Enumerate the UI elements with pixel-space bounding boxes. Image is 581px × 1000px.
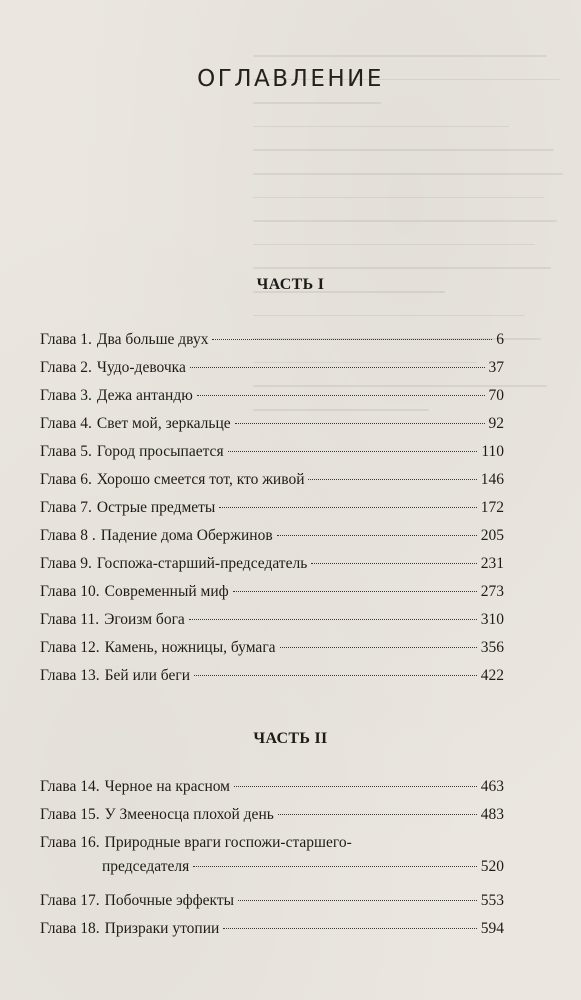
dot-leader	[280, 647, 477, 648]
toc-entry[interactable]	[40, 638, 504, 666]
dot-leader	[197, 395, 485, 396]
chapter-label: Глава 3.	[40, 387, 92, 404]
page-number: 110	[481, 443, 504, 460]
page-number: 310	[480, 611, 504, 628]
toc-entry[interactable]	[40, 582, 504, 610]
chapter-title: Природные враги госпожи-старшего-	[104, 834, 352, 851]
toc-entry[interactable]	[40, 833, 504, 857]
toc-entry[interactable]	[40, 610, 504, 638]
toc-entry[interactable]	[40, 526, 504, 554]
chapter-title: Два больше двух	[96, 331, 209, 348]
chapter-title: Бей или беги	[104, 667, 191, 684]
toc-entry[interactable]	[40, 777, 504, 805]
page-number: 70	[488, 387, 504, 404]
toc-entry[interactable]	[40, 330, 504, 358]
chapter-label: Глава 10.	[40, 583, 100, 600]
page-number: 6	[496, 331, 504, 348]
chapter-label: Глава 14.	[40, 778, 100, 795]
page-number: 520	[480, 858, 504, 875]
chapter-title: Современный миф	[104, 583, 229, 600]
toc-list-part-1	[40, 330, 504, 694]
chapter-label: Глава 11.	[40, 611, 100, 628]
chapter-title: Побочные эффекты	[104, 892, 235, 909]
toc-entry[interactable]	[40, 498, 504, 526]
chapter-label: Глава 13.	[40, 667, 100, 684]
part-heading: ЧАСТЬ I	[256, 276, 325, 293]
toc-entry-continued[interactable]	[40, 857, 504, 891]
chapter-label: Глава 15.	[40, 806, 100, 823]
toc-entry[interactable]	[40, 554, 504, 582]
chapter-title: Призраки утопии	[104, 920, 220, 937]
chapter-title: Падение дома Обержинов	[100, 527, 273, 544]
chapter-title-continued: председателя	[102, 858, 190, 875]
dot-leader	[277, 535, 477, 536]
page-number: 422	[480, 667, 504, 684]
chapter-label: Глава 16.	[40, 834, 100, 851]
dot-leader	[278, 814, 477, 815]
chapter-label: Глава 17.	[40, 892, 100, 909]
dot-leader	[308, 479, 476, 480]
chapter-title: Хорошо смеется тот, кто живой	[96, 471, 305, 488]
page-number: 231	[480, 555, 504, 572]
dot-leader	[190, 367, 485, 368]
chapter-title: Эгоизм бога	[104, 611, 185, 628]
toc-entry[interactable]	[40, 414, 504, 442]
page-number: 356	[480, 639, 504, 656]
page-number: 463	[480, 778, 504, 795]
toc-entry[interactable]	[40, 805, 504, 833]
toc-entry[interactable]	[40, 358, 504, 386]
chapter-title: Черное на красном	[104, 778, 230, 795]
chapter-label: Глава 12.	[40, 639, 100, 656]
toc-entry[interactable]	[40, 919, 504, 947]
toc-list-part-2	[40, 777, 504, 947]
chapter-label: Глава 1.	[40, 331, 92, 348]
toc-entry[interactable]	[40, 386, 504, 414]
page-number: 37	[488, 359, 504, 376]
page-number: 594	[480, 920, 504, 937]
dot-leader	[234, 786, 477, 787]
chapter-title: Камень, ножницы, бумага	[104, 639, 276, 656]
chapter-label: Глава 7.	[40, 499, 92, 516]
dot-leader	[193, 866, 477, 867]
dot-leader	[311, 563, 476, 564]
page-number: 172	[480, 499, 504, 516]
toc-entry[interactable]	[40, 442, 504, 470]
chapter-label: Глава 9.	[40, 555, 92, 572]
chapter-label: Глава 6.	[40, 471, 92, 488]
dot-leader	[235, 423, 485, 424]
dot-leader	[219, 507, 476, 508]
chapter-title: Дежа антандю	[96, 387, 193, 404]
dot-leader	[233, 591, 477, 592]
toc-entry[interactable]	[40, 666, 504, 694]
page-number: 205	[480, 527, 504, 544]
dot-leader	[212, 339, 492, 340]
dot-leader	[189, 619, 477, 620]
chapter-label: Глава 2.	[40, 359, 92, 376]
dot-leader	[228, 451, 478, 452]
chapter-label: Глава 8 .	[40, 527, 96, 544]
page-number: 553	[480, 892, 504, 909]
page-number: 483	[480, 806, 504, 823]
chapter-label: Глава 18.	[40, 920, 100, 937]
dot-leader	[223, 928, 476, 929]
chapter-title: Острые предметы	[96, 499, 216, 516]
page-number: 146	[480, 471, 504, 488]
dot-leader	[238, 900, 477, 901]
chapter-title: Свет мой, зеркальце	[96, 415, 231, 432]
toc-entry[interactable]	[40, 891, 504, 919]
toc-title: ОГЛАВЛЕНИЕ	[197, 66, 384, 92]
chapter-title: Госпожа-старший-председатель	[96, 555, 308, 572]
toc-entry[interactable]	[40, 470, 504, 498]
chapter-title: Город просыпается	[96, 443, 224, 460]
part-heading: ЧАСТЬ II	[253, 730, 328, 747]
chapter-title: У Змееносца плохой день	[104, 806, 274, 823]
chapter-label: Глава 5.	[40, 443, 92, 460]
chapter-label: Глава 4.	[40, 415, 92, 432]
dot-leader	[194, 675, 477, 676]
chapter-title: Чудо-девочка	[96, 359, 186, 376]
page-number: 273	[480, 583, 504, 600]
page-number: 92	[488, 415, 504, 432]
